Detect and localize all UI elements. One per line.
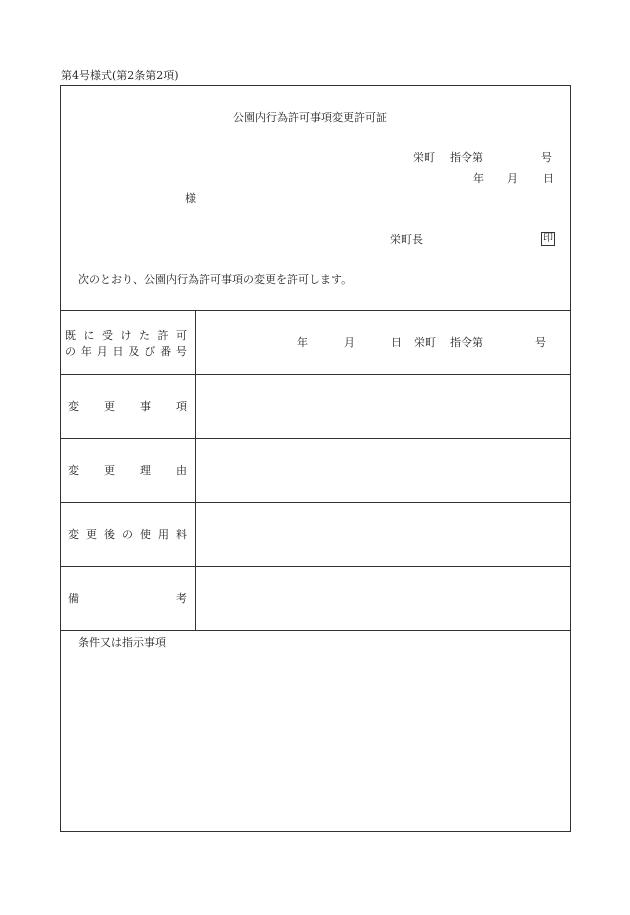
addressee-suffix: 様 [185,192,196,205]
previous-permit-town: 栄町 [414,336,436,349]
row-divider [60,566,571,567]
date-month: 月 [507,172,518,185]
label-previous-permit-line2: の 年 月 日 及 び 番 号 [65,345,187,358]
previous-permit-year: 年 [297,336,308,349]
previous-permit-number-suffix: 号 [535,336,546,349]
directive-number-suffix: 号 [541,151,552,164]
permit-statement: 次のとおり、公園内行為許可事項の変更を許可します。 [78,273,353,286]
seal-mark: 印 [543,233,553,244]
row-divider [60,630,571,631]
previous-permit-directive: 指令第 [450,336,483,349]
label-previous-permit-line1: 既 に 受 け た 許 可 [65,329,187,342]
row-divider [60,310,571,311]
previous-permit-day: 日 [391,336,402,349]
date-year: 年 [473,172,484,185]
label-fee-after-change: 変 更 後 の 使 用 料 [68,528,187,541]
row-divider [60,374,571,375]
issuer-town: 栄町 [413,151,435,164]
permit-form [60,85,571,832]
label-remarks: 備 考 [68,592,187,605]
date-day: 日 [543,172,554,185]
form-number: 第4号様式(第2条第2項) [61,69,179,82]
column-divider [195,310,196,630]
row-divider [60,438,571,439]
label-change-item: 変 更 事 項 [68,400,187,413]
row-divider [60,502,571,503]
issuer-name: 栄町長 [390,233,423,246]
previous-permit-month: 月 [344,336,355,349]
label-change-reason: 変 更 理 由 [68,464,187,477]
conditions-label: 条件又は指示事項 [78,636,166,649]
directive-prefix: 指令第 [450,151,483,164]
document-title: 公園内行為許可事項変更許可証 [233,111,387,124]
